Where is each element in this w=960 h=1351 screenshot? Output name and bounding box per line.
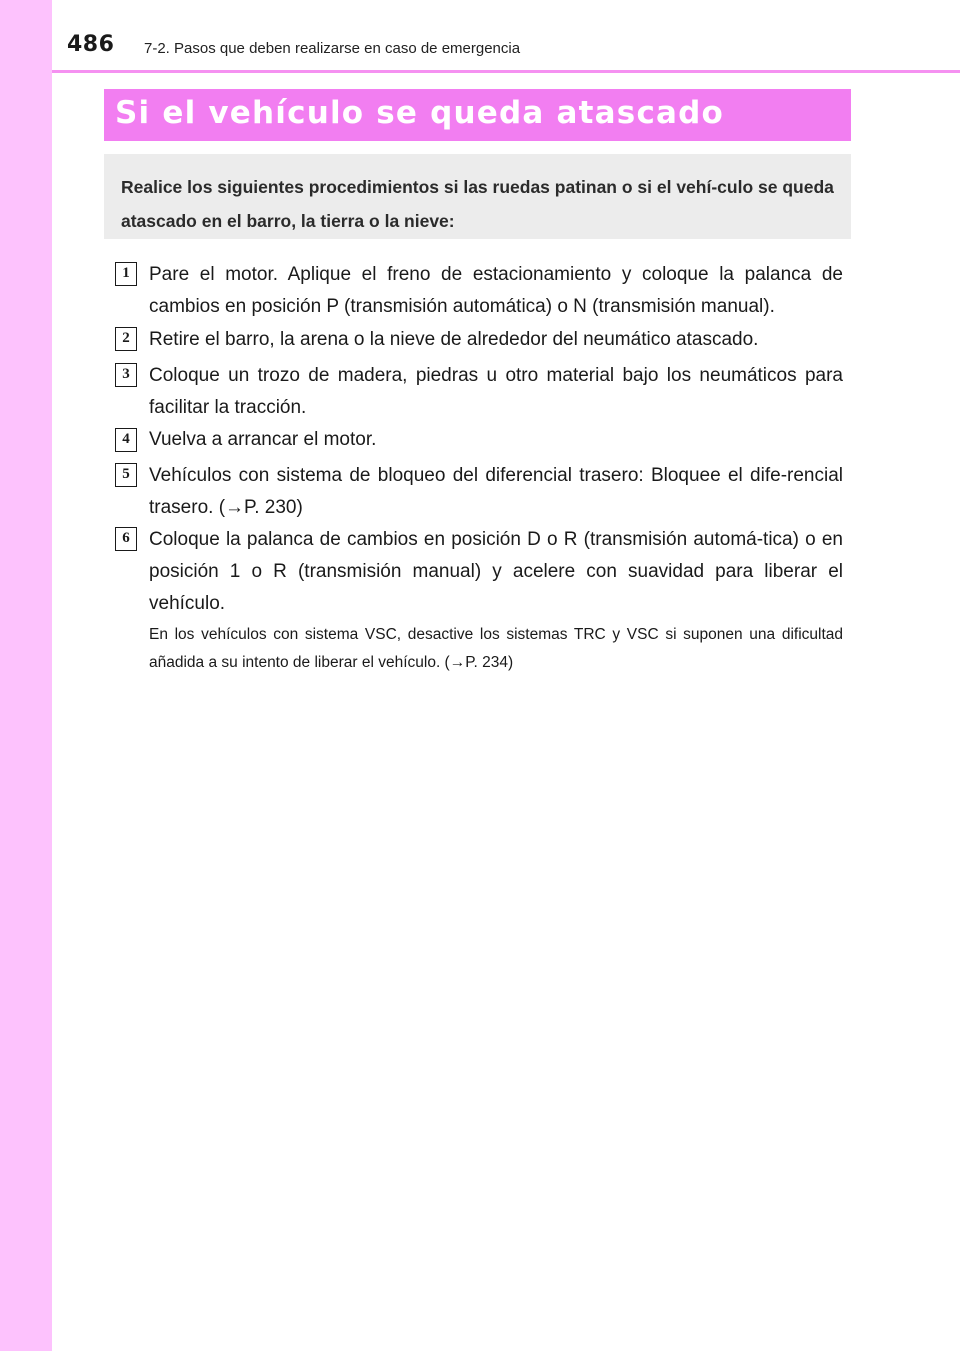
page-number: 486 [67,32,115,57]
step-number-badge: 5 [115,463,137,487]
step-text: Vehículos con sistema de bloqueo del diferencial trasero: Bloquee el dife-rencial trasero. (→P. 230) [149,465,843,518]
step-number-badge: 1 [115,262,137,286]
step-text: Pare el motor. Aplique el freno de estacionamiento y coloque la palanca de cambios en posición P (transmisión automática) o N (transmisión manual). [149,264,843,317]
step-text: Retire el barro, la arena o la nieve de alrededor del neumático atascado. [149,329,759,350]
step-number-badge: 6 [115,527,137,551]
left-margin-band [0,0,52,1351]
page-title: Si el vehículo se queda atascado [115,95,725,131]
intro-text: Realice los siguientes procedimientos si las ruedas patinan o si el vehí-culo se queda atascado en el barro, la tierra o la nieve: [121,177,834,231]
note-text: En los vehículos con sistema VSC, desactive los sistemas TRC y VSC si suponen una dificultad añadida a su intento de liberar el vehículo. (→P. 234) [149,626,843,671]
section-header: 7-2. Pasos que deben realizarse en caso de emergencia [144,40,521,57]
step-text: Coloque la palanca de cambios en posición D o R (transmisión automá-tica) o en posición 1 o R (transmisión manual) y acelere con suavidad para liberar el vehículo. [149,529,843,614]
step-number-badge: 4 [115,428,137,452]
step-text: Coloque un trozo de madera, piedras u otro material bajo los neumáticos para facilitar la tracción. [149,365,843,418]
header-divider [52,70,960,73]
step-number-badge: 2 [115,327,137,351]
step-number-badge: 3 [115,363,137,387]
step-text: Vuelva a arrancar el motor. [149,429,377,450]
